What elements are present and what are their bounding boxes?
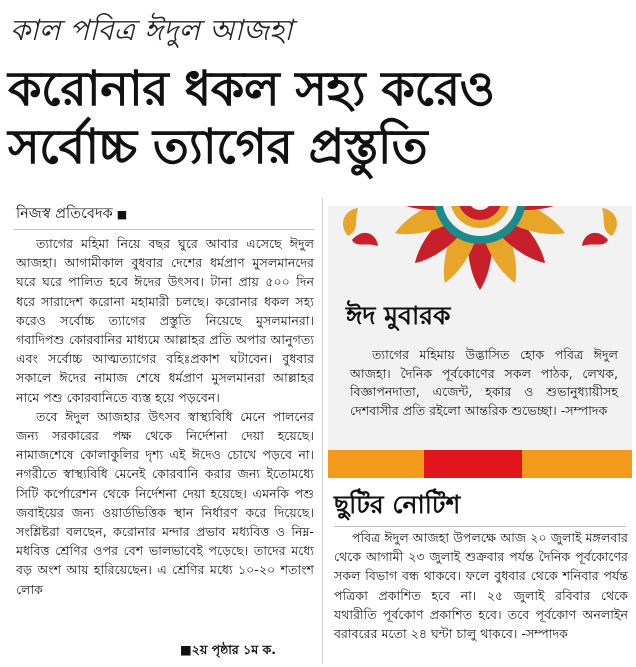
eid-color-bar [328,450,632,478]
eid-bar-segment-red [424,450,522,478]
eid-greeting-paragraph: ত্যাগের মহিমায় উদ্ভাসিত হোক পবিত্র ঈদুল আজহা। দৈনিক পূর্বকোণের সকল পাঠক, লেখক, বিজ্ঞাপনদাতা, এজেন্ট, হকার ও শুভানুধ্যায়ীসহ দেশবাসীর প্রতি রইলো আন্তরিক শুভেচ্ছা। -সম্পাদক [350,347,618,418]
holiday-notice-divider [334,526,626,527]
headline-line-2: সর্বোচ্চ ত্যাগের প্রস্তুতি [8,119,428,175]
article-paragraph-1: ত্যাগের মহিমা নিয়ে বছর ঘুরে আবার এসেছে ঈদুল আজহা। আগামীকাল বুধবার দেশের ধর্মপ্রাণ মুসলমানদের ঘরে ঘরে পালিত হবে ঈদের উৎসব। টানা প্রায় ৫০০ দিন ধরে সারাদেশ করোনা মহামারী চলছে। করোনার ধকল সহ্য করেও সর্বোচ্চ ত্যাগের প্রস্তুতি নিয়েছে মুসলমানরা। গবাদিপশু কোরবানির মাধ্যমে আল্লাহর প্রতি অপার আনুগত্য এবং সর্বোচ্চ আত্মত্যাগের বহিঃপ্রকাশ ঘটাবেন। বুধবার সকালে ঈদের নামাজ শেষে ধর্মপ্রাণ মুসলমানরা আল্লাহর নামে পশু কোরবানিতে ব্যস্ত হয়ে পড়বেন। [16,236,314,405]
kicker-text: কাল পবিত্র ঈদুল আজহা [10,13,293,47]
continued-on-page-marker: ■২য় পৃষ্ঠার ১ম ক. [180,642,277,657]
mandala-ornament-icon [328,206,632,296]
column-divider [322,198,323,664]
byline-divider [14,229,314,230]
eid-greeting-message [350,346,618,420]
byline-mark: ■ [116,208,128,221]
article-paragraph-2: তবে ঈদুল আজহার উৎসব স্বাস্থ্যবিধি মেনে পালনের জন্য সরকারের পক্ষ থেকে নির্দেশনা দেয়া হয়েছে। নামাজশেষে কোলাকুলির দৃশ্য এই ঈদেও চোখে পড়বে না। নগরীতে স্বাস্থ্যবিধি মেনেই কোরবানি করার জন্য ইতোমধ্যে সিটি কর্পোরেশন থেকে নির্দেশনা দেয়া হয়েছে। এমনকি পশু জবাইয়ের জন্য ওয়ার্ডভিত্তিক স্থান নির্ধারণ করে দিয়েছে। সংশ্লিষ্টরা বলছেন, করোনার মন্দার প্রভাব মধ্যবিত্ত ও নিম্ন-মধবিত্ত শ্রেণির ওপর বেশ ভালভাবেই পড়েছে। তাদের মধ্যে বড় অংশ আয় হারিয়েছেন। এ শ্রেণির মধ্যে ১০-২০ শতাংশ লোক [16,408,314,597]
eid-bar-segment-orange-left [328,450,424,478]
holiday-notice-body [334,528,628,643]
holiday-notice-title: ছুটির নোটিশ [334,490,461,519]
headline [8,60,628,176]
holiday-notice-paragraph: পবিত্র ঈদুল আজহা উপলক্ষে আজ ২০ জুলাই মঙ্গলবার থেকে আগামী ২৩ জুলাই শুক্রবার পর্যন্ত দৈনিক পূর্বকোণের সকল বিভাগ বন্ধ থাকবে। ফলে বুধবার থেকে শনিবার পর্যন্ত পত্রিকা প্রকাশিত হবে না। ২৫ জুলাই রবিবার থেকে যথারীতি পূর্বকোণ প্রকাশিত হবে। তবে পূর্বকোণ অনলাইন বরাবরের মতো ২৪ ঘন্টা চালু থাকবে। -সম্পাদক [334,530,628,642]
headline-line-1: করোনার ধকল সহ্য করেও [8,61,495,117]
byline [16,204,316,225]
article-body [16,234,314,662]
eid-bar-segment-orange-right [522,450,632,478]
eid-greeting-title: ঈদ মুবারক [346,301,451,330]
byline-text: নিজস্ব প্রতিবেদক [16,206,113,222]
eid-greeting-box [328,206,632,478]
